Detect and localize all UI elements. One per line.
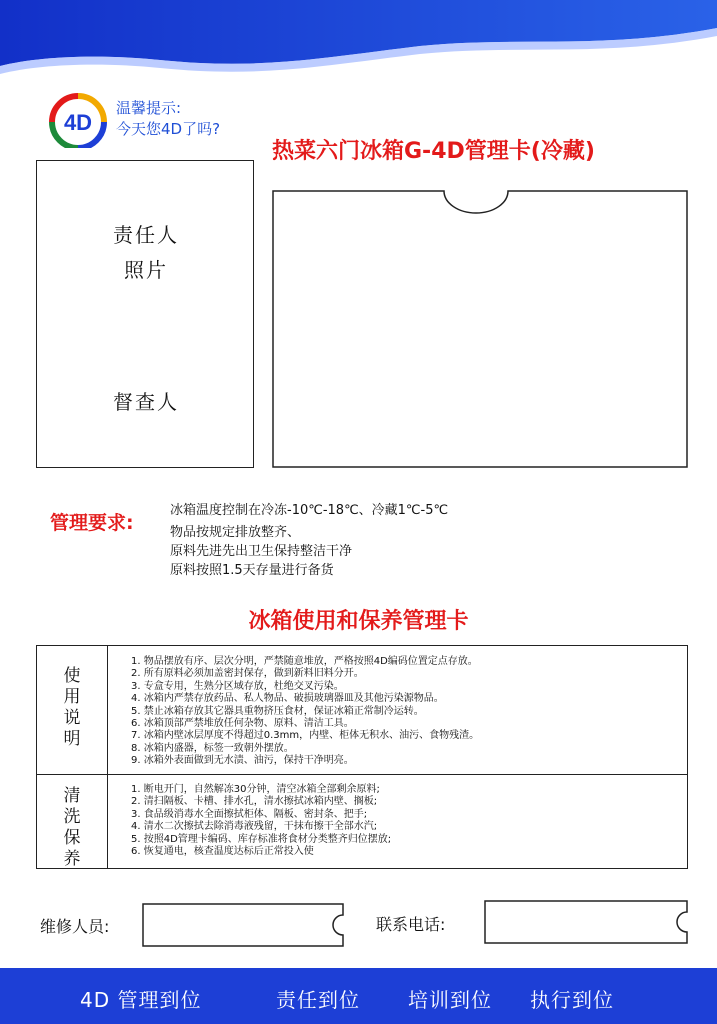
instructions-table [36, 645, 688, 869]
tip-line-1: 温馨提示: [116, 99, 182, 117]
page-title: 热菜六门冰箱G-4D管理卡(冷藏) [272, 139, 595, 164]
brand-logo-icon [46, 92, 110, 148]
usage-list [131, 656, 479, 768]
card-insert-frame [272, 190, 688, 468]
list-item: 2. 清扫隔板、卡槽、排水孔，清水擦拭冰箱内壁、搁板; [131, 796, 378, 808]
photo-box [36, 160, 254, 468]
table-divider [37, 774, 687, 775]
responsible-label: 责任人 [113, 223, 179, 247]
requirement-line: 原料先进先出卫生保持整洁干净 [170, 544, 353, 559]
tip-line-2: 今天您4D了吗? [116, 120, 221, 138]
list-item: 9. 冰箱外表面做到无水渍、油污，保持干净明亮。 [131, 755, 354, 767]
repair-staff-label: 维修人员: [40, 917, 110, 936]
list-item: 7. 冰箱内壁冰层厚度不得超过0.3mm，内壁、柜体无积水、油污、食物残渣。 [131, 730, 480, 742]
logo-text: 4D [63, 110, 93, 135]
list-item: 8. 冰箱内盛器，标签一致朝外摆放。 [131, 742, 294, 754]
footer-slogan: 4D 管理到位 [80, 988, 202, 1012]
footer-banner [0, 968, 717, 1024]
contact-phone-field[interactable] [484, 900, 688, 944]
cleaning-heading: 清 洗 保 养 [63, 786, 81, 869]
list-item: 1. 物品摆放有序、层次分明，严禁随意堆放，严格按照4D编码位置定点存放。 [131, 656, 478, 667]
footer-slogan: 执行到位 [530, 988, 614, 1012]
requirement-line: 冰箱温度控制在冷冻-10℃-18℃、冷藏1℃-5℃ [170, 503, 449, 518]
footer-slogan: 责任到位 [276, 988, 360, 1012]
requirement-line: 原料按照1.5天存量进行备货 [170, 563, 334, 578]
list-item: 5. 禁止冰箱存放其它器具重物挤压食材，保证冰箱正常制冷运转。 [131, 705, 424, 717]
list-item: 3. 食品级消毒水全面擦拭柜体、隔板、密封条、把手; [131, 808, 368, 820]
photo-label: 照片 [124, 258, 168, 282]
list-item: 4. 清水二次擦拭去除消毒液残留，干抹布擦干全部水汽; [131, 821, 378, 833]
list-item: 6. 冰箱顶部严禁堆放任何杂物、原料、清洁工具。 [131, 718, 354, 730]
list-item: 5. 按照4D管理卡编码、库存标准将食材分类整齐归位摆放; [131, 833, 392, 845]
requirement-line: 物品按规定排放整齐、 [170, 525, 301, 540]
list-item: 4. 冰箱内严禁存放药品、私人物品、破损玻璃器皿及其他污染源物品。 [131, 693, 444, 705]
table-divider [107, 646, 108, 868]
footer-slogan: 培训到位 [408, 988, 492, 1012]
card-title: 冰箱使用和保养管理卡 [248, 609, 469, 634]
list-item: 6. 恢复通电，核查温度达标后正常投入使 [131, 846, 314, 858]
supervisor-label: 督查人 [113, 390, 179, 414]
contact-phone-label: 联系电话: [376, 915, 446, 934]
cleaning-list [131, 784, 391, 858]
usage-heading: 使 用 说 明 [63, 666, 81, 749]
list-item: 2. 所有原料必须加盖密封保存，做到新料旧料分开。 [131, 668, 364, 680]
list-item: 1. 断电开门，自然解冻30分钟，清空冰箱全部剩余原料; [131, 784, 380, 795]
list-item: 3. 专盒专用，生熟分区域存放，杜绝交叉污染。 [131, 680, 344, 692]
repair-staff-field[interactable] [142, 903, 344, 947]
requirements-label: 管理要求: [50, 512, 134, 534]
